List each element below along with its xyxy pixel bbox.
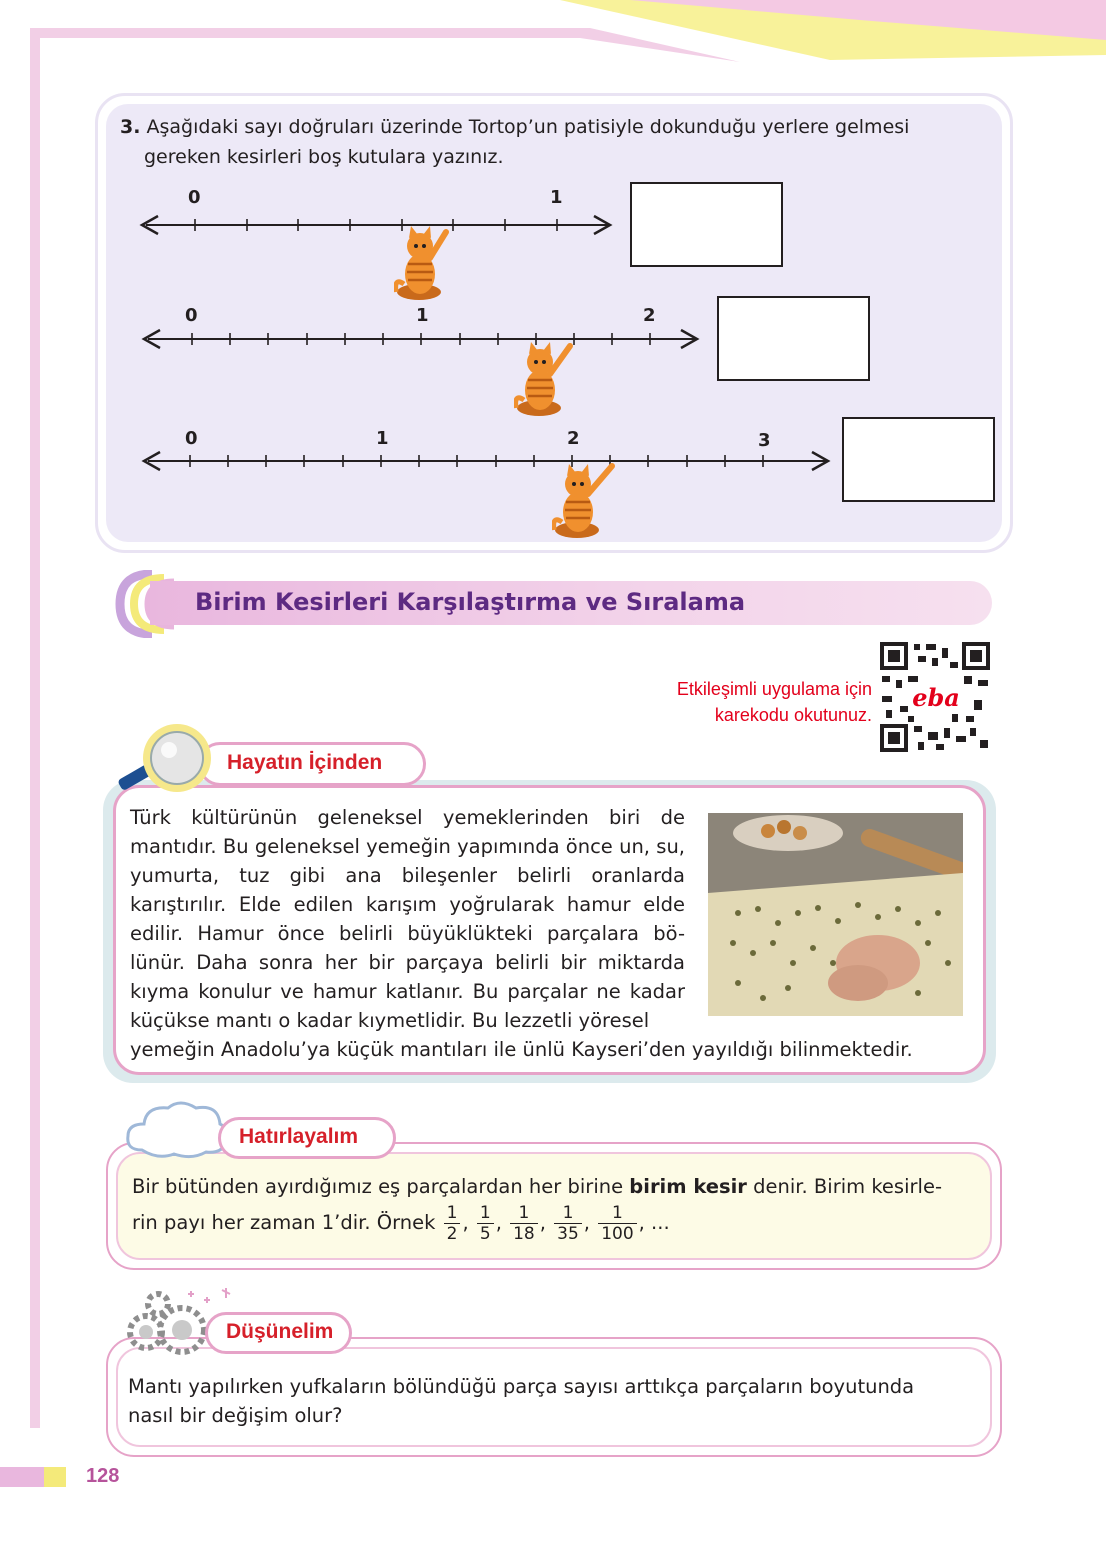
- dusunelim-line-2: nasıl bir değişim olur?: [128, 1404, 343, 1427]
- cloud-icon: [122, 1098, 232, 1162]
- frame-top-taper: [580, 28, 740, 64]
- numline1-label-0: 0: [188, 187, 201, 208]
- footer-band-yellow: [44, 1467, 66, 1487]
- answer-box-2[interactable]: [717, 296, 870, 381]
- section-title: Birim Kesirleri Karşılaştırma ve Sıralama: [195, 588, 746, 616]
- numline3-label-3: 3: [758, 430, 771, 451]
- qr-caption-line-2: karekodu okutunuz.: [714, 705, 872, 725]
- numline3-label-2: 2: [567, 428, 580, 449]
- fraction-separator: ,: [539, 1211, 546, 1234]
- hatirlayalim-text-post: denir. Birim kesirle-: [746, 1175, 942, 1198]
- fraction-1-18: $\frac{1}{18}$: [510, 1203, 538, 1244]
- hayatin-icinden-text-last: yemeğin Anadolu’ya küçük mantıları ile ünlü Kayseri’den yayıldığı bilinmektedir.: [130, 1038, 913, 1061]
- fraction-separator: ,: [495, 1211, 502, 1234]
- answer-box-3[interactable]: [842, 417, 995, 502]
- qr-caption-line-1: Etkileşimli uygulama için: [676, 679, 872, 699]
- question-line-2: gereken kesirleri boş kutulara yazınız.: [144, 146, 504, 168]
- magnifier-icon: [112, 720, 216, 800]
- eba-logo: eba: [912, 683, 960, 712]
- numline3-label-0: 0: [185, 428, 198, 449]
- fraction-separator: ,: [462, 1211, 469, 1234]
- fraction-ellipsis: , ...: [638, 1211, 670, 1234]
- hatirlayalim-label: Hatırlayalım: [218, 1117, 396, 1159]
- hayatin-icinden-label: Hayatın İçinden: [198, 742, 426, 786]
- footer-band-pink: [0, 1467, 44, 1487]
- answer-box-1[interactable]: [630, 182, 783, 267]
- dusunelim-text: [128, 1372, 988, 1430]
- hatirlayalim-text-pre: Bir bütünden ayırdığımız eş parçalardan her birine: [132, 1175, 630, 1198]
- hatirlayalim-text: [132, 1173, 984, 1244]
- fraction-1-100: $\frac{1}{100}$: [598, 1203, 636, 1244]
- dusunelim-label: Düşünelim: [205, 1312, 352, 1354]
- page-frame-top: [30, 28, 590, 38]
- question-number: 3.: [120, 116, 141, 138]
- qr-caption: [640, 676, 872, 728]
- fraction-separator: ,: [583, 1211, 590, 1234]
- cat-icon: [552, 460, 618, 540]
- hayatin-icinden-text: Türk kültürünün geleneksel yemeklerinden biri de mantıdır. Bu geleneksel yemeğin yapımında önce un, su, yumurta, tuz gibi ana bileşenler belirli oranlarda karıştırılır. Elde edilen karışım yoğrularak hamur elde edilir. Hamur önce belirli büyüklükteki parçalara bö-lünür. Daha sonra her bir parçaya belirli bir miktarda kıyma konulur ve hamur katlanır. Bu parçalar ne kadar küçükse mantı o kadar kıymetlidir. Bu lezzetli yöresel: [130, 806, 685, 1032]
- hatirlayalim-term: birim kesir: [629, 1175, 747, 1198]
- cat-icon: [394, 222, 456, 302]
- manti-photo: [708, 813, 963, 1016]
- question-text: [120, 112, 1005, 172]
- cat-icon: [514, 338, 576, 418]
- numline2-label-1: 1: [416, 305, 429, 326]
- number-line-2: [140, 326, 705, 352]
- fraction-1-2: $\frac{1}{2}$: [444, 1203, 461, 1244]
- numline3-label-1: 1: [376, 428, 389, 449]
- fraction-1-35: $\frac{1}{35}$: [554, 1203, 582, 1244]
- number-line-3: [140, 448, 835, 474]
- numline1-label-1: 1: [550, 187, 563, 208]
- fraction-1-5: $\frac{1}{5}$: [477, 1203, 494, 1244]
- number-line-1: [138, 212, 618, 238]
- qr-code[interactable]: [878, 640, 992, 754]
- numline2-label-2: 2: [643, 305, 656, 326]
- numline2-label-0: 0: [185, 305, 198, 326]
- page-number: 128: [86, 1465, 120, 1487]
- dusunelim-line-1: Mantı yapılırken yufkaların bölündüğü parça sayısı arttıkça parçaların boyutunda: [128, 1375, 915, 1398]
- question-line-1: Aşağıdaki sayı doğruları üzerinde Tortop’un patisiyle dokunduğu yerlere gelmesi: [146, 116, 910, 138]
- hatirlayalim-example-label: rin payı her zaman 1’dir. Örnek: [132, 1211, 436, 1234]
- page-frame-left: [30, 28, 40, 1428]
